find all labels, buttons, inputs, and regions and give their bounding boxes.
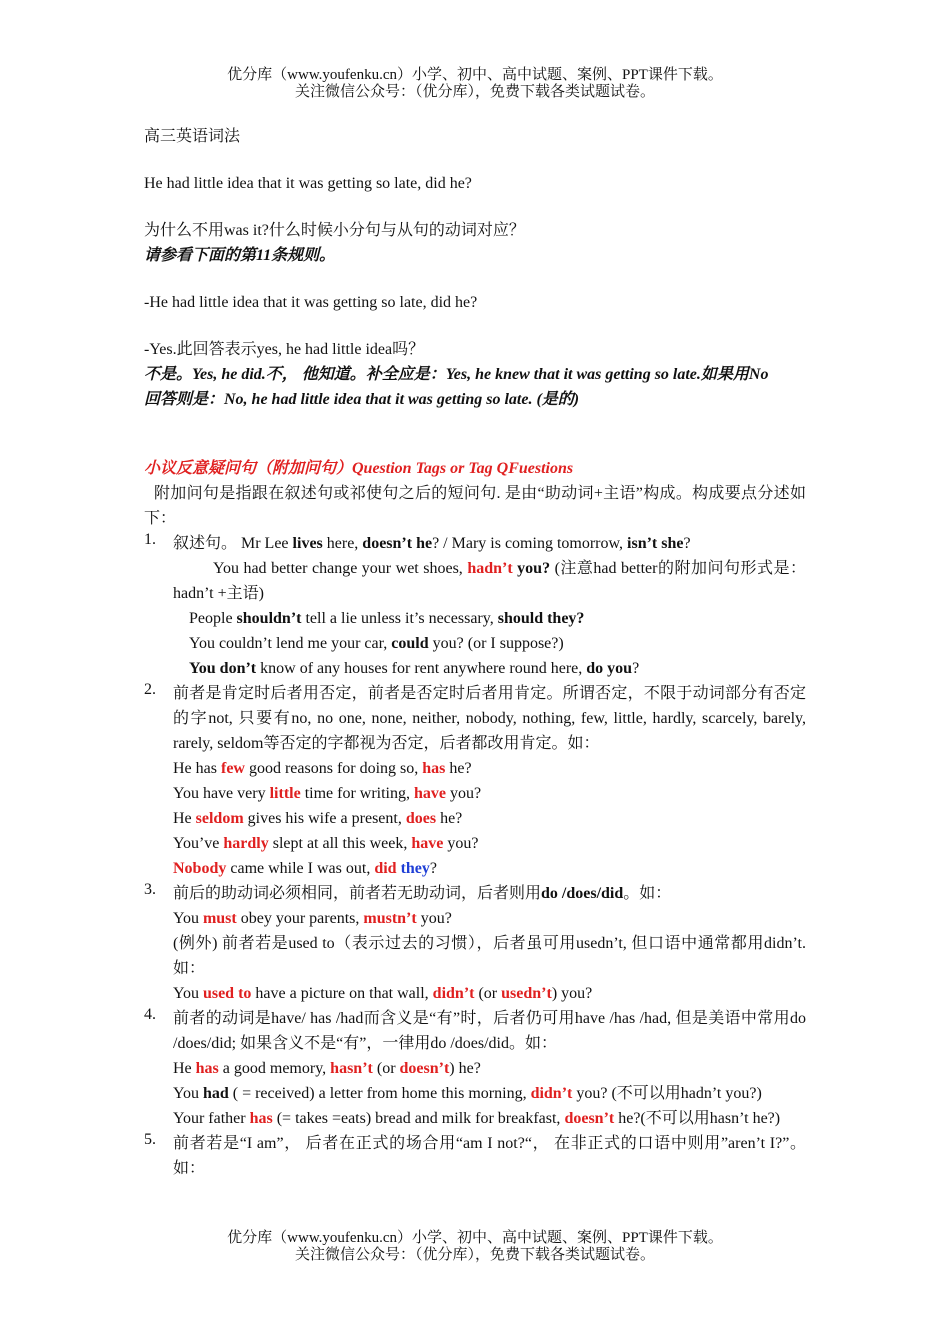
explanation-line-1: 不是。Yes, he did.不， 他知道。补全应是：Yes, he knew that it was getting so late.如果用No (144, 366, 769, 383)
footer-line-2: 关注微信公众号：（优分库），免费下载各类试题试卷。 (294, 1247, 655, 1263)
section-lead: 附加问句是指跟在叙述句或祁使句之后的短问句. 是由“助动词+主语”构成。构成要点分述如下： (144, 485, 806, 527)
rule-number: 5. (144, 1131, 156, 1148)
rule-4-example-2: You had ( = received) a letter from home this morning, didn’t you? (不可以用hadn’t you?) (173, 1085, 762, 1102)
rule-1 (144, 531, 806, 681)
rule-4-example-3: Your father has (= takes =eats) bread and milk for breakfast, doesn’t he?(不可以用hasn’t he?) (173, 1110, 781, 1127)
rule-2-example-2: You have very little time for writing, have you? (173, 785, 482, 802)
example-sentence: He had little idea that it was getting so late, did he? (144, 175, 472, 192)
document-body (144, 124, 806, 1181)
dialogue-line-1: -He had little idea that it was getting so late, did he? (144, 294, 478, 311)
rule-3-exception: (例外) 前者若是used to（表示过去的习惯），后者虽可用usedn’t, 但口语中通常都用didn’t.如： (173, 935, 806, 977)
rule-4-text: 前者的动词是have/ has /had而含义是“有”时，后者仍可用have /has /had, 但是美语中常用do /does/did; 如果含义不是“有”，一律用do /does/did。如： (173, 1010, 806, 1052)
rule-2-text: 前者是肯定时后者用否定，前者是否定时后者用肯定。所谓否定，不限于动词部分有否定的字not, 只要有no, no one, none, neither, nobody, nothing, few, little, hardly, scarcely, barely, rarely, seldom等否定的字都视为否定，后者都改用肯定。如： (173, 685, 806, 752)
rule-1-example-should: People shouldn’t tell a lie unless it’s necessary, should they? (189, 610, 585, 627)
rule-number: 4. (144, 1006, 156, 1023)
rule-1-line: 叙述句。 Mr Lee lives here, doesn’t he? / Mary is coming tomorrow, isn’t she? (173, 535, 691, 552)
rule-2 (144, 681, 806, 881)
doc-heading: 高三英语词法 (144, 128, 241, 145)
rule-2-example-5: Nobody came while I was out, did they? (173, 860, 437, 877)
refer-rule-note: 请参看下面的第11条规则。 (144, 247, 336, 264)
rule-number: 1. (144, 531, 156, 548)
header-line-2: 关注微信公众号：（优分库），免费下载各类试题试卷。 (294, 84, 655, 100)
rule-4 (144, 1006, 806, 1131)
rule-1-example-do: You don’t know of any houses for rent anywhere round here, do you? (189, 660, 640, 677)
section-title: 小议反意疑问句（附加问句）Question Tags or Tag QFuestions (144, 460, 574, 477)
explanation-line-2: 回答则是：No, he had little idea that it was getting so late. (是的) (144, 391, 580, 408)
rule-number: 2. (144, 681, 156, 698)
page-footer (0, 1230, 950, 1264)
rule-1-example-could: You couldn’t lend me your car, could you? (or I suppose?) (189, 635, 564, 652)
footer-line-1: 优分库（www.youfenku.cn）小学、初中、高中试题、案例、PPT课件下载。 (227, 1230, 723, 1246)
rule-4-example-1: He has a good memory, hasn’t (or doesn’t) he? (173, 1060, 481, 1077)
page-header (0, 67, 950, 101)
rule-3-example-1: You must obey your parents, mustn’t you? (173, 910, 452, 927)
rule-2-example-3: He seldom gives his wife a present, does he? (173, 810, 463, 827)
header-line-1: 优分库（www.youfenku.cn）小学、初中、高中试题、案例、PPT课件下载。 (227, 67, 723, 83)
rule-3-text: 前后的助动词必须相同，前者若无助动词，后者则用do /does/did。如： (173, 885, 672, 902)
rule-5 (144, 1131, 806, 1181)
rule-2-example-4: You’ve hardly slept at all this week, have you? (173, 835, 479, 852)
dialogue-line-2: -Yes.此回答表示yes, he had little idea吗？ (144, 341, 425, 358)
rule-3-example-2: You used to have a picture on that wall, didn’t (or usedn’t) you? (173, 985, 593, 1002)
rule-number: 3. (144, 881, 156, 898)
rule-1-example-had-better: You had better change your wet shoes, hadn’t you? (注意had better的附加问句形式是：hadn’t +主语) (173, 560, 806, 602)
rule-5-text: 前者若是“I am”， 后者在正式的场合用“am I not?“， 在非正式的口语中则用”aren’t I?”。如： (173, 1135, 806, 1177)
rule-3 (144, 881, 806, 1006)
rule-2-example-1: He has few good reasons for doing so, has he? (173, 760, 472, 777)
rules-list (144, 531, 806, 1181)
question-text: 为什么不用was it?什么时候小分句与从句的动词对应？ (144, 222, 525, 239)
